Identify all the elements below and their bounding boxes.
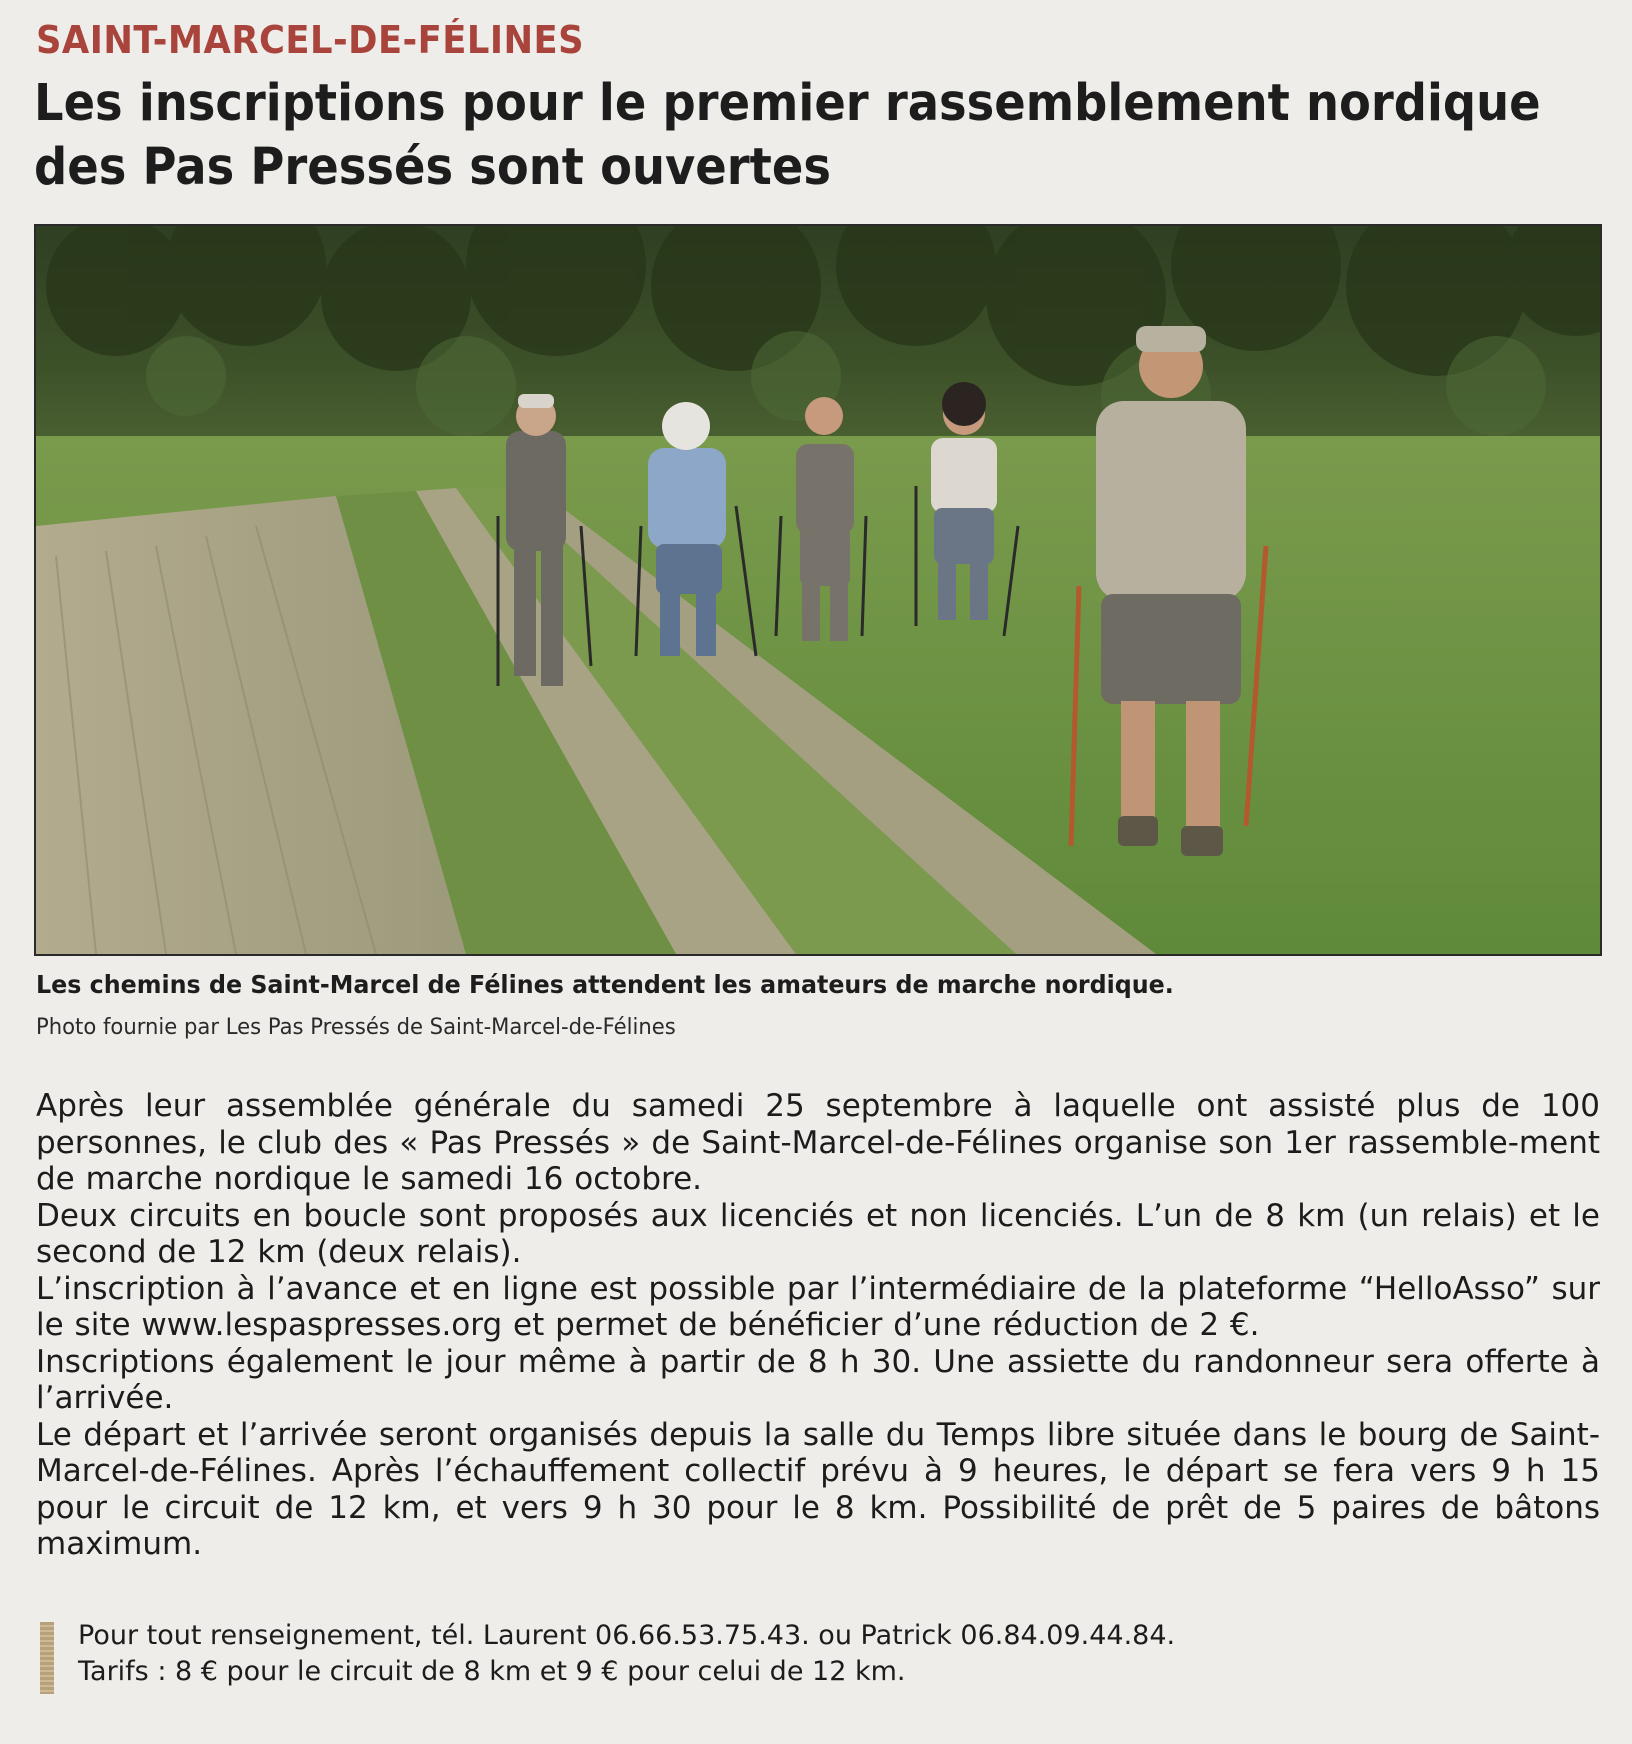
article-photo bbox=[34, 224, 1602, 956]
info-marker-bar bbox=[40, 1622, 54, 1694]
paragraph-5: Le départ et l’arrivée seront organisés depuis la salle du Temps libre située dans le bourg de Saint-Marcel-de-Félines. Après l’échauffement collectif prévu à 9 heures, le départ se fera vers 9 h 15 pour le circuit de 12 km, et vers 9 h 30 pour le 8 km. Possibilité de prêt de 5 paires de bâtons maximum. bbox=[36, 1416, 1600, 1562]
headline bbox=[34, 72, 1541, 200]
hikers-photo-illustration bbox=[36, 226, 1600, 954]
paragraph-1: Après leur assemblée générale du samedi 25 septembre à laquelle ont assisté plus de 100 personnes, le club des « Pas Pressés » de Saint-Marcel-de-Félines organise son 1er rassemble-ment de marche nordique le samedi 16 octobre. bbox=[36, 1088, 1600, 1197]
paragraph-2: Deux circuits en boucle sont proposés aux licenciés et non licenciés. L’un de 8 km (un relais) et le second de 12 km (deux relais). bbox=[36, 1197, 1600, 1270]
headline-line-1: Les inscriptions pour le premier rassemblement nordique bbox=[34, 74, 1541, 133]
info-contact: Pour tout renseignement, tél. Laurent 06.66.53.75.43. ou Patrick 06.84.09.44.84. bbox=[78, 1620, 1176, 1651]
location-kicker: SAINT-MARCEL-DE-FÉLINES bbox=[36, 18, 585, 62]
photo-credit: Photo fournie par Les Pas Pressés de Saint-Marcel-de-Félines bbox=[36, 1015, 676, 1040]
article-body bbox=[36, 1088, 1600, 1563]
headline-line-2: des Pas Pressés sont ouvertes bbox=[34, 138, 831, 197]
paragraph-4: Inscriptions également le jour même à partir de 8 h 30. Une assiette du randonneur sera offerte à l’arrivée. bbox=[36, 1343, 1600, 1416]
info-box bbox=[40, 1618, 1578, 1690]
photo-caption: Les chemins de Saint-Marcel de Félines attendent les amateurs de marche nordique. bbox=[36, 970, 1174, 999]
paragraph-3: L’inscription à l’avance et en ligne est possible par l’intermédiaire de la plateforme “HelloAsso” sur le site www.lespaspresses.org et permet de bénéficier d’une réduction de 2 €. bbox=[36, 1270, 1600, 1343]
info-prices: Tarifs : 8 € pour le circuit de 8 km et 9 € pour celui de 12 km. bbox=[78, 1656, 906, 1687]
